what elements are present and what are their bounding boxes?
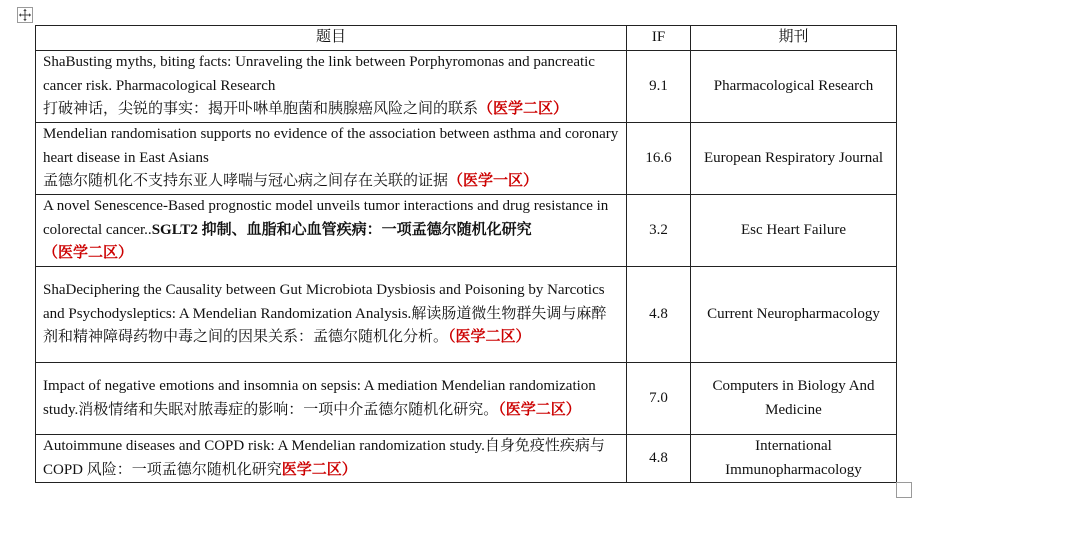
title-cn: 自身免疫性疾病与 COPD 风险：一项孟德尔随机化研究 — [43, 438, 605, 478]
title-cell[interactable] — [36, 363, 627, 435]
title-cell[interactable] — [36, 435, 627, 483]
if-cell[interactable]: 4.8 — [627, 435, 691, 483]
table-row — [36, 195, 897, 267]
header-if: IF — [627, 26, 691, 51]
title-cell[interactable] — [36, 195, 627, 267]
table-resize-handle[interactable] — [896, 482, 912, 498]
if-cell[interactable]: 7.0 — [627, 363, 691, 435]
title-cn: 打破神话，尖锐的事实：揭开卟啉单胞菌和胰腺癌风险之间的联系 — [43, 101, 479, 118]
tier-tag: （医学二区） — [43, 245, 134, 262]
table-row — [36, 51, 897, 123]
title-cn: 解读肠道微生物群失调与麻醉剂和精神障碍药物中毒之间的因果关系：孟德尔随机化分析。 — [43, 305, 607, 346]
journal-cell[interactable]: Pharmacological Research — [691, 51, 897, 123]
papers-table — [35, 25, 897, 483]
header-title: 题目 — [36, 26, 627, 51]
tier-tag: （医学二区） — [498, 401, 581, 418]
title-en: Impact of negative emotions and insomnia on sepsis: A mediation Mendelian randomization study. — [43, 378, 596, 418]
title-cell[interactable] — [36, 267, 627, 363]
tier-tag: 医学二区） — [281, 461, 357, 478]
table-row — [36, 267, 897, 363]
title-en: Mendelian randomisation supports no evidence of the association between asthma and coronary heart disease in East Asians — [43, 126, 619, 166]
table-row — [36, 123, 897, 195]
table-move-icon[interactable] — [17, 7, 33, 23]
title-cn: 孟德尔随机化不支持东亚人哮喘与冠心病之间存在关联的证据 — [43, 173, 449, 190]
if-cell[interactable]: 16.6 — [627, 123, 691, 195]
journal-cell[interactable]: European Respiratory Journal — [691, 123, 897, 195]
if-cell[interactable]: 9.1 — [627, 51, 691, 123]
table-row — [36, 363, 897, 435]
journal-cell[interactable]: Esc Heart Failure — [691, 195, 897, 267]
if-cell[interactable]: 4.8 — [627, 267, 691, 363]
tier-tag: （医学二区） — [448, 329, 531, 346]
title-cn: 消极情绪和失眠对脓毒症的影响：一项中介孟德尔随机化研究。 — [78, 401, 499, 418]
title-cell[interactable] — [36, 123, 627, 195]
header-journal: 期刊 — [691, 26, 897, 51]
title-cn: SGLT2 抑制、血脂和心血管疾病：一项孟德尔随机化研究 — [151, 221, 532, 238]
table-row — [36, 435, 897, 483]
journal-cell[interactable]: Current Neuropharmacology — [691, 267, 897, 363]
title-en: A novel Senescence-Based prognostic model unveils tumor interactions and drug resistance in colorectal cancer.. — [43, 198, 609, 238]
if-cell[interactable]: 3.2 — [627, 195, 691, 267]
title-cell[interactable] — [36, 51, 627, 123]
journal-cell[interactable]: Computers in Biology And Medicine — [691, 363, 897, 435]
title-en: Autoimmune diseases and COPD risk: A Mendelian randomization study. — [43, 438, 485, 454]
tier-tag: （医学二区） — [478, 101, 569, 118]
title-en: ShaBusting myths, biting facts: Unraveling the link between Porphyromonas and pancreatic cancer risk. Pharmacological Research — [43, 54, 595, 94]
journal-cell[interactable]: International Immunopharmacology — [691, 435, 897, 483]
title-en: ShaDeciphering the Causality between Gut Microbiota Dysbiosis and Poisoning by Narcotics and Psychodysleptics: A Mendelian Randomization Analysis. — [43, 282, 605, 322]
tier-tag: （医学一区） — [448, 173, 539, 190]
table-header-row — [36, 26, 897, 51]
